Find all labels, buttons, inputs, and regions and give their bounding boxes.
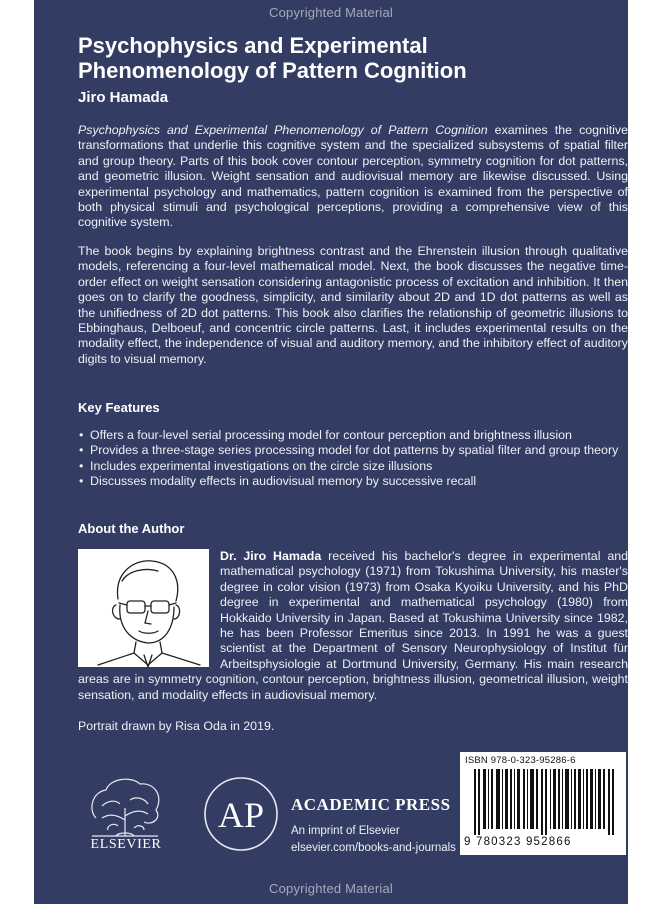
watermark-bottom: Copyrighted Material: [269, 881, 393, 896]
author-portrait-image: [78, 549, 209, 667]
book-title-line-2: Phenomenology of Pattern Cognition: [78, 58, 467, 83]
portrait-credit: Portrait drawn by Risa Oda in 2019.: [78, 719, 275, 733]
description-text: examines the cognitive transformations that underlie this cognitive system and the specialized subsystems of spatial filter and group theory. Parts of this book cover contour perception, symmetry cognition for dot patterns, and geometric illusion. Weight sensation and audiovisual memory are likewise discussed. Using experimental psychology and mathematics, pattern cognition is examined from the perspective of both physical stimuli and psychological perceptions, providing a comprehensive view of this cognitive system.: [78, 123, 628, 230]
author-bio-text: received his bachelor's degree in experimental and mathematical psychology (1971) from Tokushima University, his master's degree in color vision (1973) from Osaka Kyoiku University, and his PhD degree in experimental and mathematical psychology (1980) from Hokkaido University in Japan. Based at Tokushima University since 1982, he has been Professor Emeritus since 2013. In 1991 he was a guest scientist at the Department of Sensory Neurophysiology of Institut für Arbeitsphysiologie at Dortmund University, Germany. His main research areas are in symmetry cognition, contour perception, brightness illusion, geometrical illusion, weight sensation, and modality effects in audiovisual memory.: [78, 549, 628, 702]
book-title: [78, 33, 608, 83]
description-paragraph-1: [78, 123, 628, 231]
description-book-title: Psychophysics and Experimental Phenomenology of Pattern Cognition: [78, 123, 488, 137]
key-features-list: [78, 428, 628, 490]
description-paragraph-2: The book begins by explaining brightness contrast and the Ehrenstein illusion through qualitative models, referencing a four-level mathematical model. Next, the book discusses the negative time-order effect on weight sensation considering antagonistic process of excitation and inhibition. It then goes on to clarify the goodness, simplicity, and similarity about 2D and 1D dot patterns as well as the unifiedness of 2D dot patterns. This book also clarifies the relationship of geometric illusions to Ebbinghaus, Delboeuf, and concentric circle patterns. Last, it includes experimental results on the modality effect, the independence of visual and auditory memory, and the inhibitory effect of auditory digits to visual memory.: [78, 244, 628, 366]
author-bio-name: Dr. Jiro Hamada: [220, 549, 322, 563]
academic-press-logo-text: AP: [217, 795, 265, 835]
book-author: Jiro Hamada: [78, 89, 169, 106]
back-cover: [34, 0, 628, 904]
about-author-heading: About the Author: [78, 521, 185, 536]
book-title-line-1: Psychophysics and Experimental: [78, 33, 428, 58]
key-feature-item: • Includes experimental investigations on the circle size illusions: [78, 459, 628, 474]
imprint-line: An imprint of Elsevier: [291, 825, 400, 837]
key-feature-item: • Offers a four-level serial processing model for contour perception and brightness illusion: [78, 428, 628, 443]
elsevier-wordmark: ELSEVIER: [90, 837, 162, 852]
key-features-heading: Key Features: [78, 400, 160, 415]
barcode-digits: 9 780323 952866: [464, 836, 572, 848]
academic-press-name: ACADEMIC PRESS: [291, 795, 451, 814]
barcode-image: [474, 769, 614, 835]
key-feature-item: • Provides a three-stage series processing model for dot patterns by spatial filter and group theory: [78, 443, 628, 458]
watermark-top: Copyrighted Material: [269, 5, 393, 20]
publisher-url: elsevier.com/books-and-journals: [291, 842, 456, 854]
barcode-panel: [460, 752, 626, 855]
isbn-label: ISBN 978-0-323-95286-6: [465, 755, 576, 766]
academic-press-logo: [201, 774, 281, 854]
key-feature-item: • Discusses modality effects in audiovisual memory by successive recall: [78, 474, 628, 489]
